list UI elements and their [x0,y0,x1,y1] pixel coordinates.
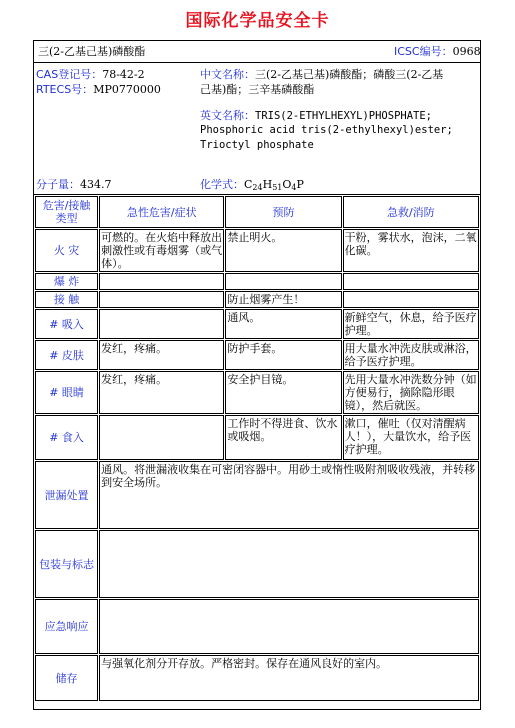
rtecs-number [36,83,161,96]
header-divider [33,62,481,63]
table-row [35,415,479,460]
section-text [99,599,479,654]
row-type: 爆 炸 [35,273,98,290]
mw-label: 分子量： [36,178,80,191]
section-label: 储存 [35,655,98,701]
icsc-value: 0968 [452,45,481,58]
mw-value: 434.7 [80,178,112,191]
table-row [35,340,479,370]
cn-name-line2: 己基)酯；三辛基磷酸酯 [200,83,315,96]
col-first-aid: 急救/消防 [343,196,479,228]
row-first-aid: 新鲜空气，休息，给予医疗护理。 [343,309,479,339]
row-prevention: 禁止明火。 [225,229,341,272]
row-prevention [225,273,341,290]
en-name-line2: Phosphoric acid tris(2-ethylhexyl)ester; [200,124,453,136]
row-first-aid: 先用大量水冲洗数分钟（如方便易行，摘除隐形眼镜），然后就医。 [343,371,479,414]
table-row [35,309,479,339]
formula-h-n: 51 [272,183,283,192]
row-first-aid: 漱口，催吐（仅对清醒病人！），大量饮水，给予医疗护理。 [343,415,479,460]
table-row [35,229,479,272]
cn-name-label: 中文名称： [200,68,255,81]
en-name-line3: Trioctyl phosphate [200,139,314,151]
col-hazard-type [35,196,98,228]
col-prevention: 预防 [225,196,341,228]
row-first-aid: 干粉，雾状水，泡沫，二氧化碳。 [343,229,479,272]
formula-p: P [296,178,304,191]
row-type: 接 触 [35,291,98,308]
rtecs-value: MP0770000 [93,83,161,96]
row-symptom: 可燃的。在火焰中释放出刺激性或有毒烟雾（或气体）。 [99,229,224,272]
row-symptom [99,309,224,339]
rtecs-label: RTECS号： [36,83,94,96]
icsc-number [394,45,481,58]
row-type: # 眼睛 [35,371,98,414]
row-symptom: 发红，疼痛。 [99,340,224,370]
cas-number [36,68,145,81]
formula-o: O [282,178,292,191]
row-prevention: 安全护目镜。 [225,371,341,414]
table-row [35,273,479,290]
section-text: 与强氧化剂分开存放。严格密封。保存在通风良好的室内。 [99,655,479,701]
row-first-aid: 用大量水冲洗皮肤或淋浴，给予医疗护理。 [343,340,479,370]
row-prevention: 防止烟雾产生！ [225,291,341,308]
cas-label: CAS登记号： [36,68,103,81]
row-type: 火 灾 [35,229,98,272]
formula-label: 化学式： [200,178,244,191]
section-label: 包装与标志 [35,530,98,598]
col-hazard-type-line2: 类型 [55,212,78,225]
section-emergency [35,599,479,654]
section-packaging [35,530,479,598]
row-first-aid [343,291,479,308]
section-storage [35,655,479,701]
row-type: # 吸入 [35,309,98,339]
row-prevention: 防护手套。 [225,340,341,370]
section-spill [35,461,479,529]
formula-o-n: 4 [291,183,297,192]
row-symptom [99,273,224,290]
hazard-table [34,195,480,702]
en-name-line1: TRIS(2-ETHYLHEXYL)PHOSPHATE; [255,110,433,122]
molecular-weight [36,178,112,191]
section-label: 应急响应 [35,599,98,654]
row-symptom [99,291,224,308]
chemical-name: 三(2-乙基己基)磷酸酯 [38,45,146,58]
formula-h: H [262,178,273,191]
cn-name-line1: 三(2-乙基己基)磷酸酯；磷酸三(2-乙基 [255,68,444,81]
row-type: # 食入 [35,415,98,460]
card-title: 国际化学品安全卡 [185,11,330,31]
row-symptom: 发红，疼痛。 [99,371,224,414]
cn-name [200,68,443,81]
row-prevention: 工作时不得进食、饮水或吸烟。 [225,415,341,460]
section-label: 泄漏处置 [35,461,98,529]
section-text: 通风。将泄漏液收集在可密闭容器中。用砂土或惰性吸附剂吸收残液，并转移到安全场所。 [99,461,479,529]
section-text [99,530,479,598]
formula-c-n: 24 [252,183,263,192]
table-row [35,371,479,414]
table-row [35,291,479,308]
col-symptoms: 急性危害/症状 [99,196,224,228]
row-prevention: 通风。 [225,309,341,339]
row-type: # 皮肤 [35,340,98,370]
formula-c: C [244,178,253,191]
row-symptom [99,415,224,460]
chemical-formula [200,178,304,194]
hazard-header-row [35,196,479,228]
en-name [200,109,432,123]
col-hazard-type-line1: 危害/接触 [42,199,91,212]
row-first-aid [343,273,479,290]
cas-value: 78-42-2 [102,68,145,81]
en-name-label: 英文名称： [200,109,255,122]
icsc-label: ICSC编号： [394,45,453,58]
